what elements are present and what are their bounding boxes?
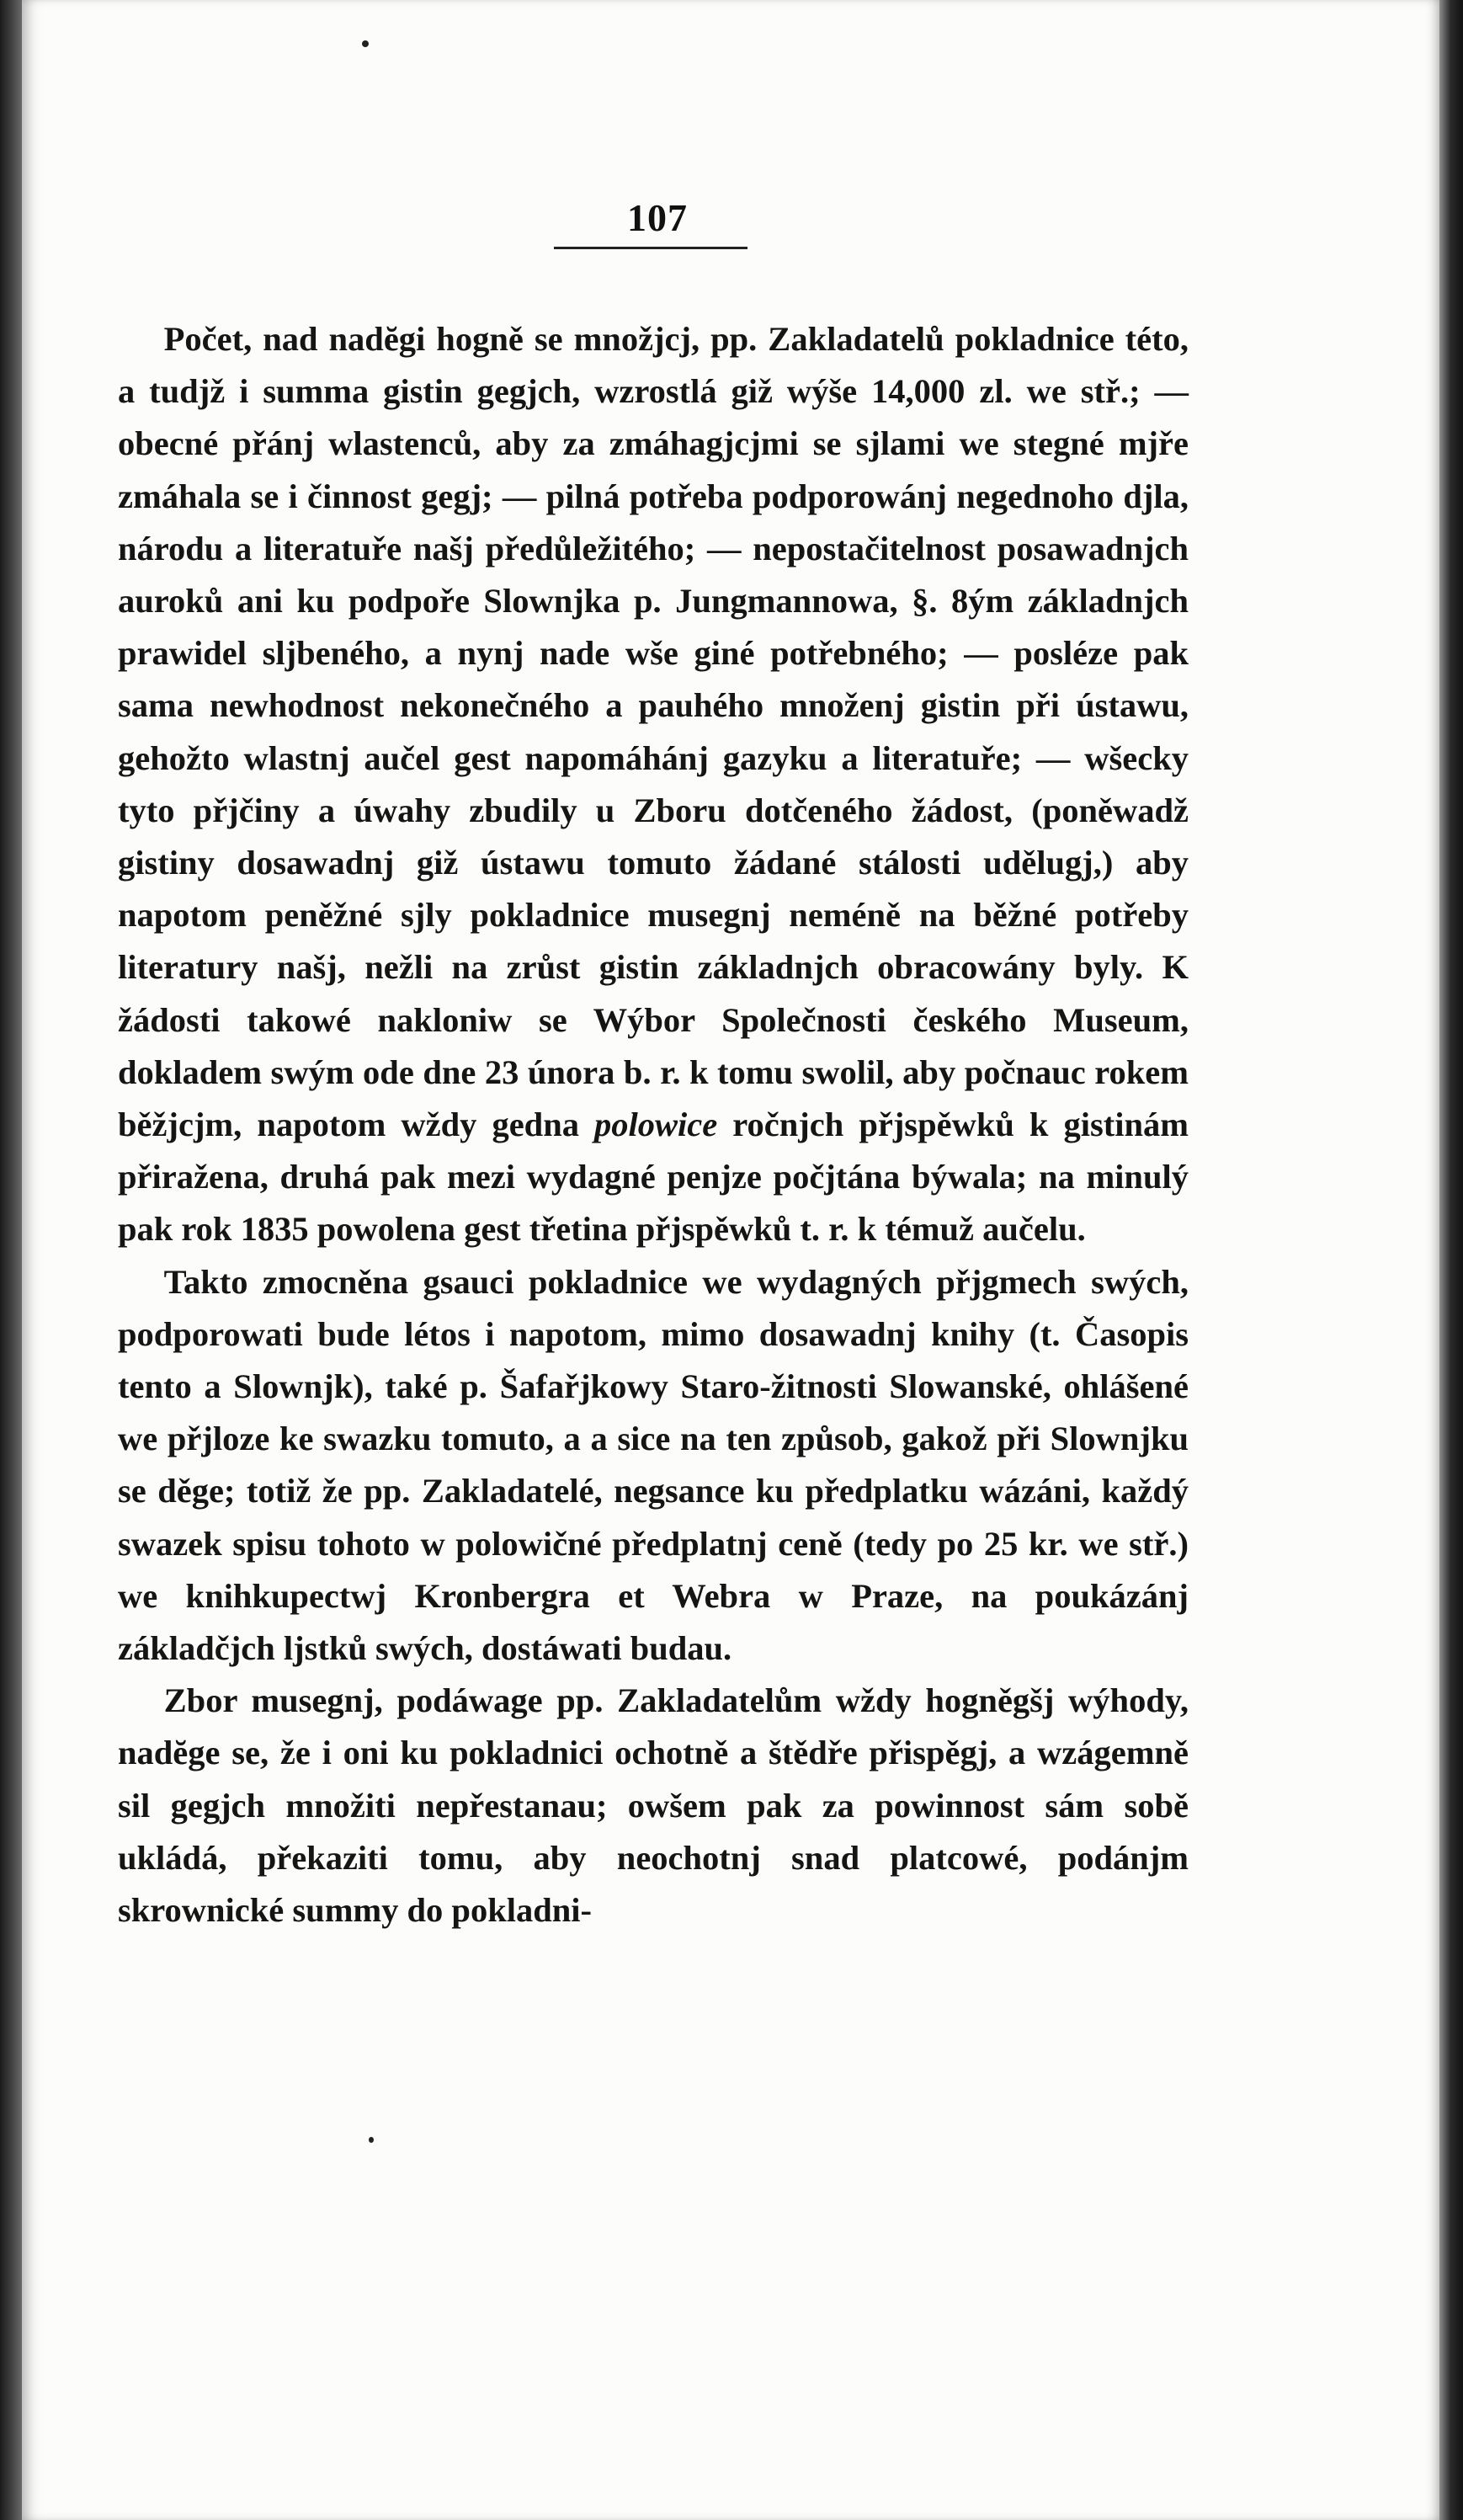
paragraph-1-emphasis: polowice [594,1105,718,1144]
paragraph-3: Zbor musegnj, podáwage pp. Zakladatelům wždy hogněgšj wýhody, nadĕge se, že i oni ku pokladnici ochotně a štědře přispěgj, a wzágemně sil gegjch množiti nepřestanau; owšem pak za powinnost sám sobě ukládá, překaziti tomu, aby neochotnj snad platcowé, podánjm skrownické summy do pokladni- [118,1681,1189,1930]
paragraph-1-text-end: ročnjch přjspěwků k gistinám přiražena, druhá pak mezi wydagné penjze počjtána býwala; na minulý pak rok 1835 powolena gest třetina přjspěwků t. r. k témuž aučelu. [118,1105,1189,1249]
ink-speck [362,40,369,47]
paragraph-1-text-start: Počet, nad nadĕgi hogně se množjcj, pp. Zakladatelů pokladnice této, a tudjž i summa gistin gegjch, wzrostlá giž wýše 14,000 zl. we stř.; — obecné přánj wlastenců, aby za zmáhagjcjmi se sjlami we stegné mjře zmáhala se i činnost gegj; — pilná potřeba podporowánj negednoho djla, národu a literatuře našj předůležitého; — nepostačitelnost posawadnjch auroků ani ku podpoře Slownjka p. Jungmannowa, §. 8ým základnjch prawidel sljbeného, a nynj nade wše giné potřebného; — posléze pak sama newhodnost nekonečného a pauhého množenj gistin při ústawu, gehožto wlastnj aučel gest napomáhánj gazyku a literatuře; — wšecky tyto přjčiny a úwahy zbudily u Zboru dotčeného žádost, (poněwadž gistiny dosawadnj giž ústawu tomuto žádané stálosti udělugj,) aby napotom peněžné sjly pokladnice musegnj neméně na běžné potřeby literatury našj, nežli na zrůst gistin základnjch obracowány byly. K žádosti takowé nakloniw se Wýbor Společnosti českého Museum, dokladem swým ode dne 23 února b. r. k tomu swolil, aby počnauc rokem běžjcjm, napotom wždy gedna [118,320,1189,1144]
ink-speck [369,2137,374,2143]
paragraph-2: Takto zmocněna gsauci pokladnice we wydagných přjgmech swých, podporowati bude létos i napotom, mimo dosawadnj knihy (t. Časopis tento a Slownjk), také p. Šafařjkowy Staro-žitnosti Slowanské, ohlášené we přjloze ke swazku tomuto, a a sice na ten způsob, gakož při Slownjku se děge; totiž že pp. Zakladatelé, negsance ku předplatku wázáni, každý swazek spisu tohoto w polowičné předplatnj ceně (tedy po 25 kr. we stř.) we knihkupectwj Kronbergra et Webra w Praze, na poukázánj základčjch ljstků swých, dostáwati budau. [118,1262,1189,1668]
scan-left-edge [0,0,24,2520]
page-number-rule [554,247,747,249]
book-page [22,0,1439,2520]
body-text [118,313,1189,1937]
paragraph-1 [118,313,1189,1256]
page-number: 107 [627,196,688,239]
scan-right-edge [1438,0,1463,2520]
